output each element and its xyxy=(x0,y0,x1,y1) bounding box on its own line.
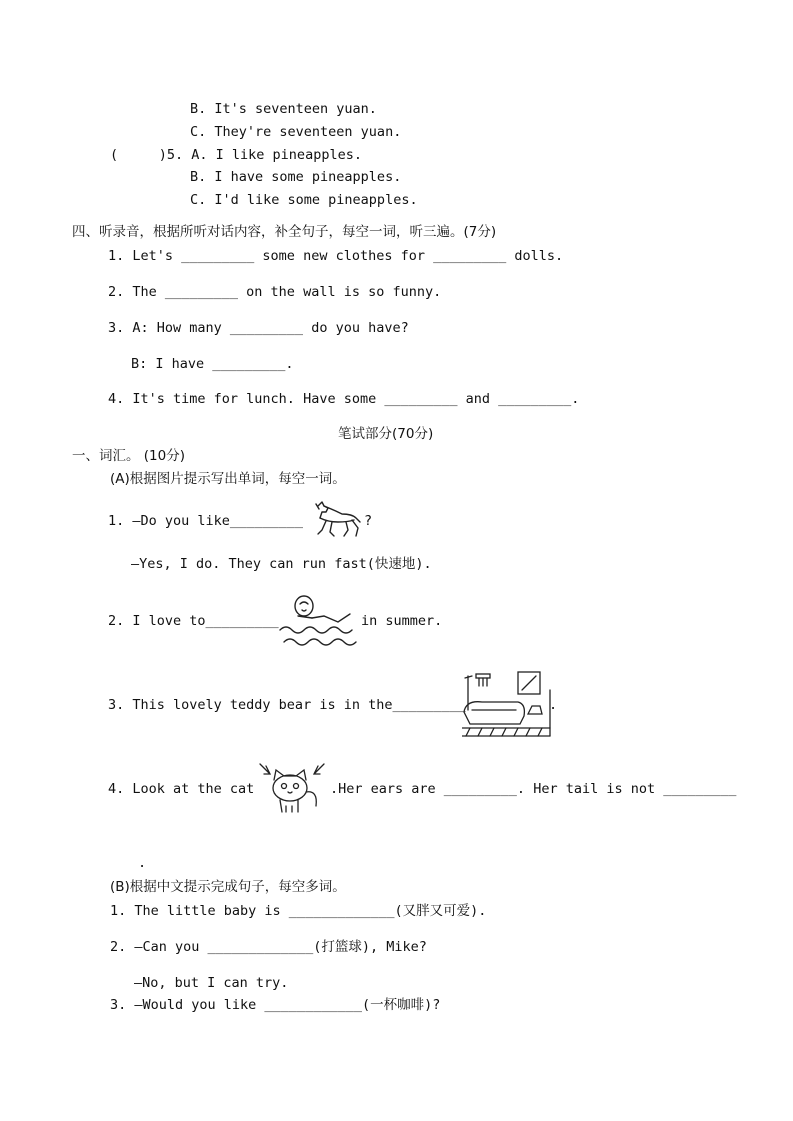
a2-sentence-end: in summer. xyxy=(361,613,443,629)
b2-answer: —No, but I can try. xyxy=(134,975,289,991)
s4-sentence-3b: B: I have _________. xyxy=(131,356,294,372)
option-5c: C. I'd like some pineapples. xyxy=(190,192,418,208)
a3-sentence-end: . xyxy=(549,697,558,713)
a4-trailing-dot: . xyxy=(138,855,147,871)
a1-answer: —Yes, I do. They can run fast(快速地). xyxy=(131,556,432,572)
a3-sentence-start: 3. This lovely teddy bear is in the_________ xyxy=(108,697,466,713)
a4-sentence-end: .Her ears are _________. Her tail is not _________ xyxy=(330,781,737,797)
s4-sentence-2: 2. The _________ on the wall is so funny. xyxy=(108,284,442,300)
horse-icon xyxy=(310,500,364,538)
section-4-heading: 四、听录音，根据所听对话内容，补全句子，每空一词，听三遍。(7分) xyxy=(72,224,497,240)
a4-sentence-start: 4. Look at the cat xyxy=(108,781,255,797)
s4-sentence-4: 4. It's time for lunch. Have some _________ and _________. xyxy=(108,391,580,407)
swimming-icon xyxy=(278,592,358,650)
part-b-heading: (B)根据中文提示完成句子，每空多词。 xyxy=(110,879,346,895)
written-part-title: 笔试部分(70分) xyxy=(338,426,434,442)
b1-sentence: 1. The little baby is _____________(又胖又可爱). xyxy=(110,903,487,919)
a1-question: 1. —Do you like_________ xyxy=(108,513,304,529)
option-4c: C. They're seventeen yuan. xyxy=(190,124,402,140)
a1-question-end: ? xyxy=(364,513,373,529)
option-4b: B. It's seventeen yuan. xyxy=(190,101,377,117)
part-a-heading: (A)根据图片提示写出单词，每空一词。 xyxy=(110,471,346,487)
s4-sentence-3a: 3. A: How many _________ do you have? xyxy=(108,320,409,336)
a2-sentence-start: 2. I love to_________ xyxy=(108,613,279,629)
b3-sentence: 3. —Would you like ____________(一杯咖啡)? xyxy=(110,997,441,1013)
cat-icon xyxy=(256,762,328,816)
section-1-heading: 一、词汇。 (10分) xyxy=(72,448,186,464)
s4-sentence-1: 1. Let's _________ some new clothes for _________ dolls. xyxy=(108,248,564,264)
question-5-option-a: ( )5. A. I like pineapples. xyxy=(110,147,362,163)
b2-sentence: 2. —Can you _____________(打篮球), Mike? xyxy=(110,939,427,955)
bathroom-icon xyxy=(462,670,552,738)
option-5b: B. I have some pineapples. xyxy=(190,169,402,185)
